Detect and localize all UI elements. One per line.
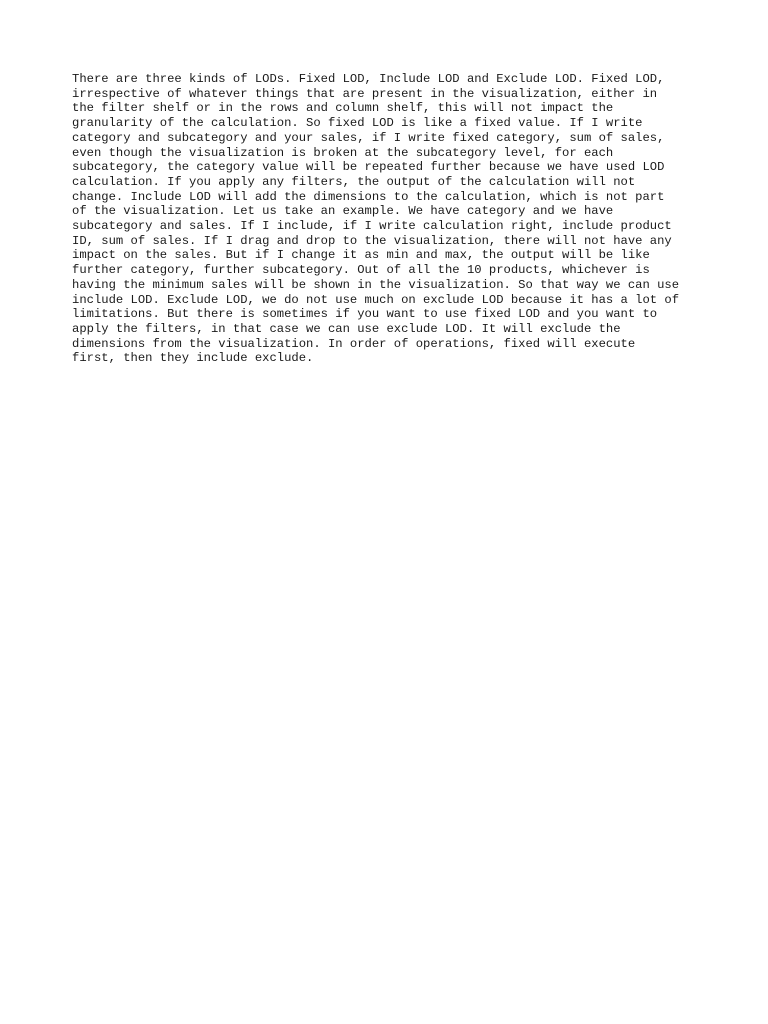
paragraph-line: ID, sum of sales. If I drag and drop to the visualization, there will not have any xyxy=(72,233,672,248)
paragraph-line: include LOD. Exclude LOD, we do not use much on exclude LOD because it has a lot of xyxy=(72,292,680,307)
paragraph-line: category and subcategory and your sales, if I write fixed category, sum of sales, xyxy=(72,130,665,145)
paragraph-line: further category, further subcategory. Out of all the 10 products, whichever is xyxy=(72,263,650,278)
body-paragraph xyxy=(72,72,712,366)
paragraph-line: having the minimum sales will be shown in the visualization. So that way we can use xyxy=(72,277,680,292)
paragraph-line: subcategory, the category value will be repeated further because we have used LOD xyxy=(72,160,665,175)
paragraph-line: change. Include LOD will add the dimensions to the calculation, which is not part xyxy=(72,189,665,204)
paragraph-line: granularity of the calculation. So fixed LOD is like a fixed value. If I write xyxy=(72,116,643,131)
paragraph-line: first, then they include exclude. xyxy=(72,351,314,366)
paragraph-line: dimensions from the visualization. In order of operations, fixed will execute xyxy=(72,336,636,351)
paragraph-line: even though the visualization is broken at the subcategory level, for each xyxy=(72,145,614,160)
paragraph-line: There are three kinds of LODs. Fixed LOD, Include LOD and Exclude LOD. Fixed LOD, xyxy=(72,72,665,86)
paragraph-line: apply the filters, in that case we can use exclude LOD. It will exclude the xyxy=(72,321,621,336)
paragraph-line: impact on the sales. But if I change it as min and max, the output will be like xyxy=(72,248,650,263)
paragraph-line: calculation. If you apply any filters, the output of the calculation will not xyxy=(72,174,636,189)
paragraph-line: irrespective of whatever things that are present in the visualization, either in xyxy=(72,86,658,101)
paragraph-line: limitations. But there is sometimes if you want to use fixed LOD and you want to xyxy=(72,307,658,322)
paragraph-line: subcategory and sales. If I include, if I write calculation right, include product xyxy=(72,219,672,234)
paragraph-line: of the visualization. Let us take an example. We have category and we have xyxy=(72,204,614,219)
paragraph-line: the filter shelf or in the rows and column shelf, this will not impact the xyxy=(72,101,614,116)
